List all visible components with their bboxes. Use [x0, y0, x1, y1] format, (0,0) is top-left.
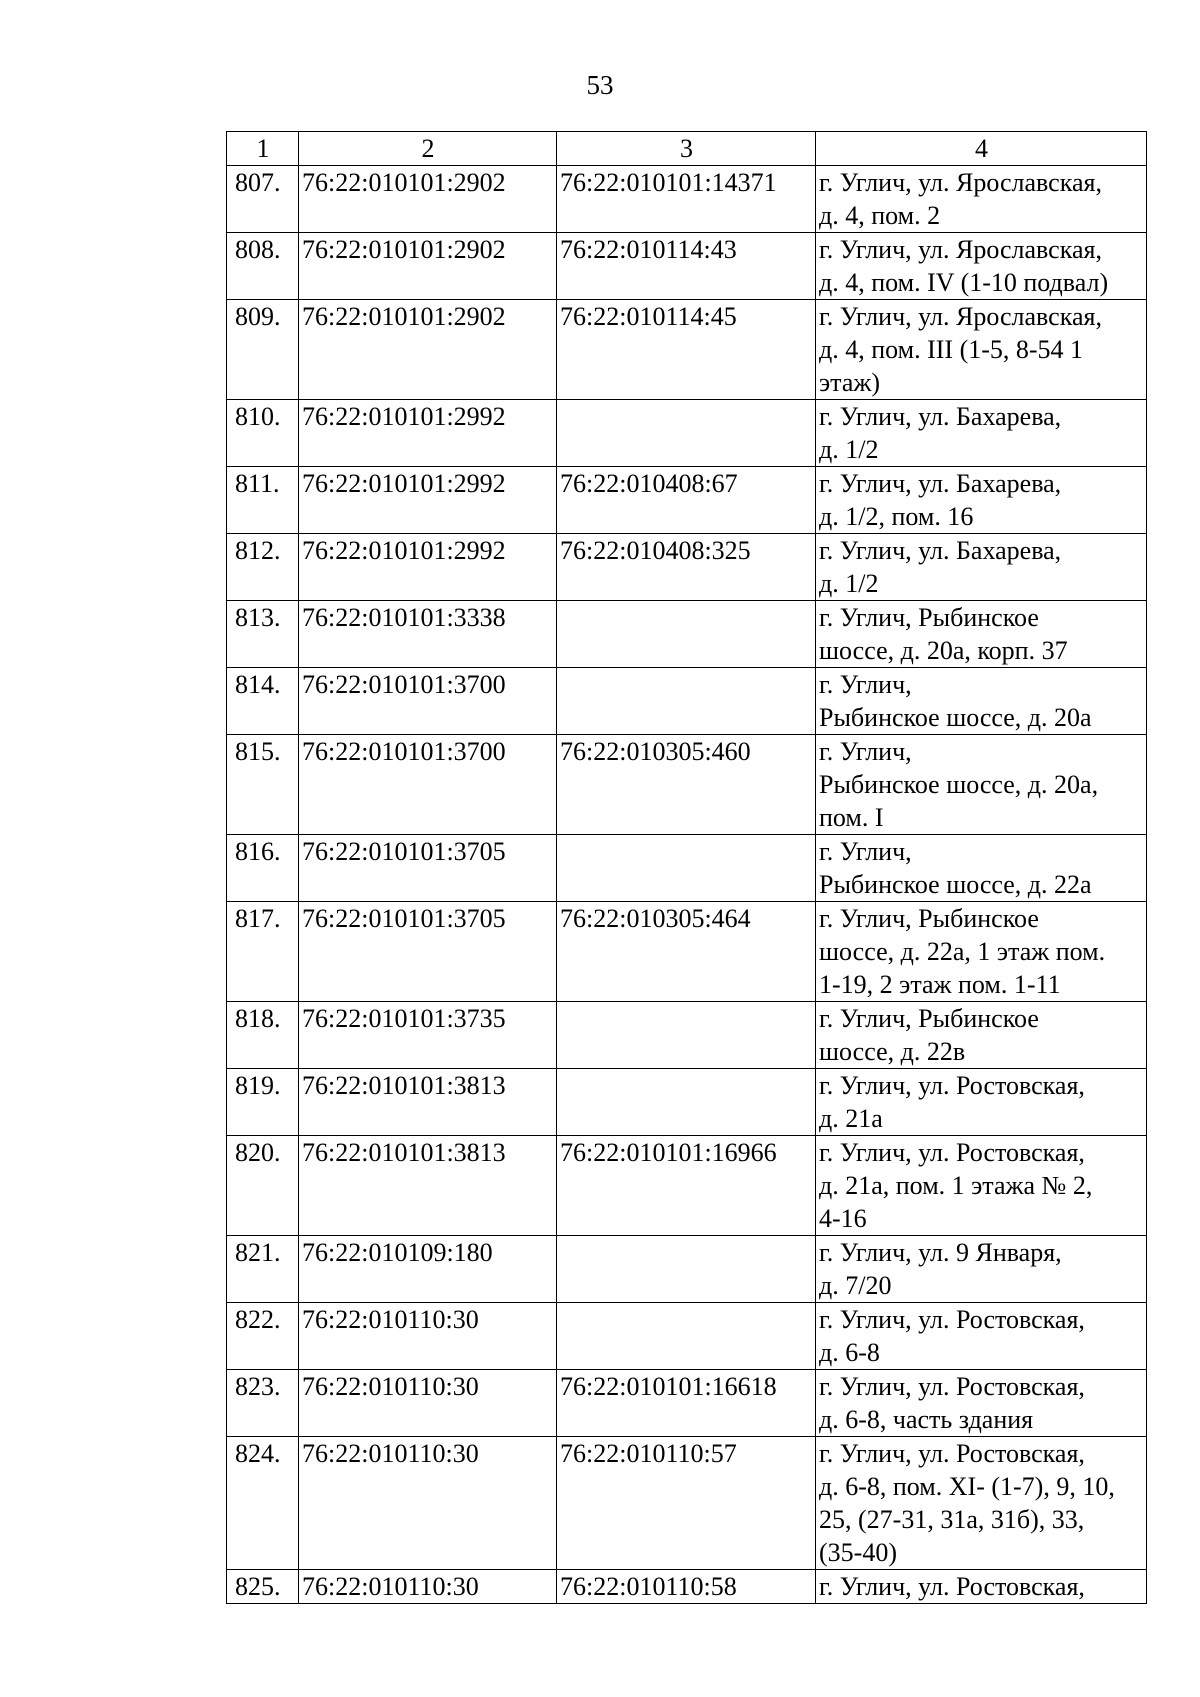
address-line: 1-19, 2 этаж пом. 1-11: [819, 970, 1061, 999]
address-line: Рыбинское шоссе, д. 22а: [819, 870, 1092, 899]
table-row: [227, 1370, 1147, 1437]
land-cadastral-number-cell: 76:22:010110:30: [299, 1570, 557, 1604]
premises-cadastral-number-cell: [557, 1002, 816, 1069]
address-line: д. 21а: [819, 1104, 883, 1133]
address-line: г. Углич, ул. Ярославская,: [819, 302, 1102, 331]
table-row: [227, 1236, 1147, 1303]
address-line: г. Углич, ул. Ростовская,: [819, 1138, 1085, 1167]
premises-cadastral-number-cell: [557, 601, 816, 668]
address-line: д. 4, пом. IV (1-10 подвал): [819, 268, 1109, 297]
table-row: [227, 1303, 1147, 1370]
premises-cadastral-number-cell: [557, 1236, 816, 1303]
row-number-cell: 822.: [227, 1303, 299, 1370]
row-number-cell: 820.: [227, 1136, 299, 1236]
table-row: [227, 902, 1147, 1002]
column-header-3: 3: [557, 132, 816, 166]
address-line: Рыбинское шоссе, д. 20а: [819, 703, 1092, 732]
address-line: д. 6-8: [819, 1338, 880, 1367]
address-cell: [816, 1069, 1147, 1136]
row-number-cell: 810.: [227, 400, 299, 467]
address-cell: [816, 1570, 1147, 1604]
row-number-cell: 808.: [227, 233, 299, 300]
address-line: д. 1/2, пом. 16: [819, 502, 974, 531]
address-line: д. 4, пом. III (1-5, 8-54 1: [819, 335, 1084, 364]
address-line: г. Углич,: [819, 670, 912, 699]
address-line: шоссе, д. 22а, 1 этаж пом.: [819, 937, 1106, 966]
land-cadastral-number-cell: 76:22:010101:3700: [299, 668, 557, 735]
address-cell: [816, 1370, 1147, 1437]
land-cadastral-number-cell: 76:22:010110:30: [299, 1437, 557, 1570]
land-cadastral-number-cell: 76:22:010101:3813: [299, 1136, 557, 1236]
address-line: д. 1/2: [819, 569, 879, 598]
land-cadastral-number-cell: 76:22:010101:2902: [299, 166, 557, 233]
address-line: д. 4, пом. 2: [819, 201, 941, 230]
premises-cadastral-number-cell: 76:22:010110:58: [557, 1570, 816, 1604]
land-cadastral-number-cell: 76:22:010101:2902: [299, 300, 557, 400]
row-number-cell: 824.: [227, 1437, 299, 1570]
address-line: г. Углич, ул. Ростовская,: [819, 1305, 1085, 1334]
table-row: [227, 835, 1147, 902]
address-line: г. Углич, ул. Бахарева,: [819, 536, 1062, 565]
row-number-cell: 811.: [227, 467, 299, 534]
address-line: д. 6-8, часть здания: [819, 1405, 1034, 1434]
address-line: г. Углич, ул. 9 Января,: [819, 1238, 1062, 1267]
table-row: [227, 166, 1147, 233]
table-row: [227, 534, 1147, 601]
table-row: [227, 400, 1147, 467]
address-line: д. 21а, пом. 1 этажа № 2,: [819, 1171, 1093, 1200]
row-number-cell: 816.: [227, 835, 299, 902]
row-number-cell: 818.: [227, 1002, 299, 1069]
column-header-1: 1: [227, 132, 299, 166]
address-line: (35-40): [819, 1538, 897, 1567]
table-row: [227, 1136, 1147, 1236]
premises-cadastral-number-cell: [557, 400, 816, 467]
land-cadastral-number-cell: 76:22:010101:3705: [299, 835, 557, 902]
address-line: д. 6-8, пом. XI- (1-7), 9, 10,: [819, 1472, 1115, 1501]
address-line: г. Углич, Рыбинское: [819, 904, 1039, 933]
land-cadastral-number-cell: 76:22:010101:3813: [299, 1069, 557, 1136]
address-cell: [816, 902, 1147, 1002]
premises-cadastral-number-cell: 76:22:010408:67: [557, 467, 816, 534]
address-cell: [816, 1136, 1147, 1236]
land-cadastral-number-cell: 76:22:010101:3338: [299, 601, 557, 668]
premises-cadastral-number-cell: [557, 835, 816, 902]
row-number-cell: 821.: [227, 1236, 299, 1303]
land-cadastral-number-cell: 76:22:010109:180: [299, 1236, 557, 1303]
address-line: г. Углич, ул. Бахарева,: [819, 469, 1062, 498]
address-line: д. 1/2: [819, 435, 879, 464]
row-number-cell: 812.: [227, 534, 299, 601]
address-line: г. Углич, ул. Ростовская,: [819, 1372, 1085, 1401]
column-header-2: 2: [299, 132, 557, 166]
address-cell: [816, 1437, 1147, 1570]
land-cadastral-number-cell: 76:22:010110:30: [299, 1303, 557, 1370]
address-cell: [816, 166, 1147, 233]
address-line: пом. I: [819, 803, 884, 832]
column-header-4: 4: [816, 132, 1147, 166]
premises-cadastral-number-cell: 76:22:010305:464: [557, 902, 816, 1002]
address-line: г. Углич, ул. Ярославская,: [819, 168, 1102, 197]
address-line: шоссе, д. 20а, корп. 37: [819, 636, 1068, 665]
address-line: д. 7/20: [819, 1271, 892, 1300]
registry-table: [226, 131, 1147, 1604]
address-cell: [816, 233, 1147, 300]
address-cell: [816, 300, 1147, 400]
row-number-cell: 825.: [227, 1570, 299, 1604]
address-cell: [816, 1002, 1147, 1069]
premises-cadastral-number-cell: 76:22:010114:43: [557, 233, 816, 300]
page-number: 53: [586, 70, 614, 100]
premises-cadastral-number-cell: [557, 1069, 816, 1136]
land-cadastral-number-cell: 76:22:010101:2992: [299, 400, 557, 467]
table-header-row: [227, 132, 1147, 166]
address-cell: [816, 601, 1147, 668]
table-row: [227, 467, 1147, 534]
address-cell: [816, 1303, 1147, 1370]
table-row: [227, 1002, 1147, 1069]
address-line: г. Углич,: [819, 837, 912, 866]
address-line: г. Углич, ул. Ростовская,: [819, 1572, 1085, 1601]
land-cadastral-number-cell: 76:22:010101:2902: [299, 233, 557, 300]
address-cell: [816, 534, 1147, 601]
address-line: г. Углич, ул. Бахарева,: [819, 402, 1062, 431]
land-cadastral-number-cell: 76:22:010110:30: [299, 1370, 557, 1437]
address-cell: [816, 467, 1147, 534]
table-body: [227, 166, 1147, 1604]
row-number-cell: 807.: [227, 166, 299, 233]
address-cell: [816, 835, 1147, 902]
address-line: 4-16: [819, 1204, 867, 1233]
address-line: шоссе, д. 22в: [819, 1037, 966, 1066]
table-row: [227, 668, 1147, 735]
address-line: г. Углич, ул. Ростовская,: [819, 1439, 1085, 1468]
row-number-cell: 819.: [227, 1069, 299, 1136]
table-row: [227, 300, 1147, 400]
row-number-cell: 809.: [227, 300, 299, 400]
table-row: [227, 1069, 1147, 1136]
address-cell: [816, 1236, 1147, 1303]
address-line: Рыбинское шоссе, д. 20а,: [819, 770, 1099, 799]
premises-cadastral-number-cell: 76:22:010101:14371: [557, 166, 816, 233]
premises-cadastral-number-cell: 76:22:010114:45: [557, 300, 816, 400]
address-line: г. Углич, ул. Ярославская,: [819, 235, 1102, 264]
land-cadastral-number-cell: 76:22:010101:2992: [299, 467, 557, 534]
address-line: этаж): [819, 368, 881, 397]
row-number-cell: 817.: [227, 902, 299, 1002]
premises-cadastral-number-cell: 76:22:010305:460: [557, 735, 816, 835]
premises-cadastral-number-cell: 76:22:010101:16966: [557, 1136, 816, 1236]
row-number-cell: 823.: [227, 1370, 299, 1437]
address-cell: [816, 735, 1147, 835]
address-cell: [816, 400, 1147, 467]
row-number-cell: 815.: [227, 735, 299, 835]
table-row: [227, 1437, 1147, 1570]
address-line: г. Углич, Рыбинское: [819, 603, 1039, 632]
premises-cadastral-number-cell: [557, 668, 816, 735]
premises-cadastral-number-cell: [557, 1303, 816, 1370]
address-line: г. Углич, ул. Ростовская,: [819, 1071, 1085, 1100]
land-cadastral-number-cell: 76:22:010101:3735: [299, 1002, 557, 1069]
address-line: 25, (27-31, 31а, 31б), 33,: [819, 1505, 1085, 1534]
land-cadastral-number-cell: 76:22:010101:2992: [299, 534, 557, 601]
address-line: г. Углич,: [819, 737, 912, 766]
premises-cadastral-number-cell: 76:22:010408:325: [557, 534, 816, 601]
table-row: [227, 233, 1147, 300]
row-number-cell: 813.: [227, 601, 299, 668]
premises-cadastral-number-cell: 76:22:010101:16618: [557, 1370, 816, 1437]
row-number-cell: 814.: [227, 668, 299, 735]
table-row: [227, 1570, 1147, 1604]
premises-cadastral-number-cell: 76:22:010110:57: [557, 1437, 816, 1570]
address-line: г. Углич, Рыбинское: [819, 1004, 1039, 1033]
table-row: [227, 601, 1147, 668]
land-cadastral-number-cell: 76:22:010101:3705: [299, 902, 557, 1002]
address-cell: [816, 668, 1147, 735]
table-row: [227, 735, 1147, 835]
land-cadastral-number-cell: 76:22:010101:3700: [299, 735, 557, 835]
